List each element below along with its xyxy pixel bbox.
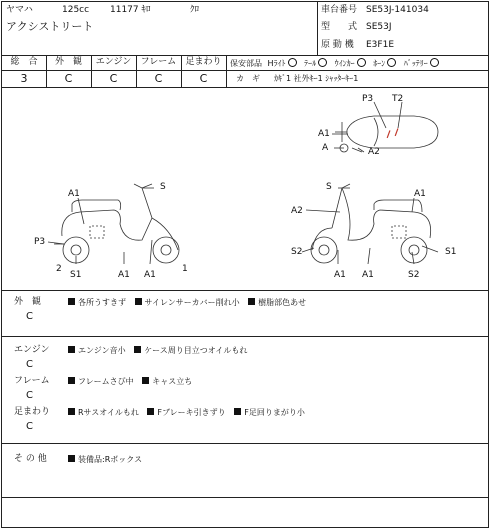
- square-bullet-icon: [68, 377, 75, 384]
- type-value: SE53J: [366, 22, 392, 32]
- detail-notes: 装備品:Rボックス: [68, 455, 142, 465]
- detail-grade: C: [26, 421, 33, 432]
- engine-value: E3F1E: [366, 40, 395, 50]
- circle-mark-icon: [387, 58, 396, 67]
- equipment-winker: ｳｲﾝｶｰ: [335, 59, 366, 68]
- color: ｸﾛ: [190, 5, 200, 15]
- square-bullet-icon: [135, 298, 142, 305]
- detail-category: フレーム: [14, 376, 50, 386]
- detail-notes: エンジン音小 ケース周り目立つオイルもれ: [68, 346, 247, 356]
- detail-grade: C: [26, 359, 33, 370]
- diagram-label: S1: [445, 247, 457, 257]
- square-bullet-icon: [68, 455, 75, 462]
- grade-suspension: C: [199, 72, 208, 85]
- maker: ヤマハ: [6, 5, 33, 15]
- model-name: アクシストリート: [6, 20, 94, 33]
- equipment-battery: ﾊﾞｯﾃﾘｰ: [404, 59, 439, 68]
- diagram-label: P3: [362, 94, 374, 104]
- equipment-title: 保安部品: [230, 59, 262, 68]
- grade-header-frame: フレーム: [140, 57, 177, 67]
- diagram-label: A2: [291, 206, 303, 216]
- diagram-label: S1: [70, 270, 82, 280]
- diagram-label: S2: [408, 270, 420, 280]
- diagram-label: A1: [118, 270, 130, 280]
- grade-header-engine: エンジン: [95, 57, 132, 67]
- inspection-sheet: [1, 1, 489, 528]
- equipment-headlight: Hﾗｲﾄ: [268, 59, 297, 68]
- diagram-label: 2: [56, 264, 62, 274]
- engine-label: 原 動 機: [321, 40, 354, 50]
- grade-header-suspension: 足まわり: [185, 57, 222, 67]
- detail-category: 外 観: [14, 297, 42, 307]
- detail-grade: C: [26, 311, 33, 322]
- key-value: ｶｷﾞ1 社外ｷｰ1 ｼｬｯﾀｰｷｰ1: [274, 74, 359, 83]
- diagram-label: P3: [34, 237, 46, 247]
- circle-mark-icon: [318, 58, 327, 67]
- top-view-scooter: [335, 116, 438, 152]
- detail-grade: C: [26, 390, 33, 401]
- diagram-label: A1: [68, 189, 80, 199]
- diagram-label: A1: [318, 129, 330, 139]
- frame-no-label: 車台番号: [321, 5, 358, 15]
- grade-overall: 3: [20, 72, 28, 85]
- square-bullet-icon: [234, 408, 241, 415]
- grade-engine: C: [109, 72, 118, 85]
- detail-category: エンジン: [14, 345, 50, 355]
- diagram-label: A: [322, 143, 329, 153]
- grade-exterior: C: [64, 72, 73, 85]
- grade-header-overall: 総 合: [10, 57, 38, 67]
- square-bullet-icon: [147, 408, 154, 415]
- type-label: 型 式: [321, 22, 358, 32]
- square-bullet-icon: [142, 377, 149, 384]
- diagram-label: A2: [368, 147, 380, 157]
- diagram-label: S2: [291, 247, 303, 257]
- square-bullet-icon: [134, 346, 141, 353]
- right-side-scooter: [311, 184, 431, 263]
- detail-notes: Rサスオイルもれ Fブレーキ引きずり F足回りまがり小: [68, 408, 305, 418]
- displacement: 125cc: [62, 5, 90, 15]
- grade-header-exterior: 外 観: [54, 57, 82, 67]
- detail-notes: 各所うすきず サイレンサーカバー削れ小 樹脂部色あせ: [68, 298, 306, 308]
- equipment-horn: ﾎｰﾝ: [373, 59, 396, 68]
- detail-notes: フレームさび中 キャス立ち: [68, 377, 192, 387]
- equipment-row: [230, 58, 439, 69]
- square-bullet-icon: [68, 408, 75, 415]
- diagram-label: A1: [334, 270, 346, 280]
- detail-category: 足まわり: [14, 407, 51, 417]
- scooter-diagram: [2, 88, 488, 288]
- frame-no: SE53J-141034: [366, 5, 429, 15]
- diagram-label: A1: [414, 189, 426, 199]
- damage-marks: [387, 128, 399, 138]
- diagram-label: S: [160, 182, 166, 192]
- detail-category: そ の 他: [14, 454, 47, 464]
- diagram-label: T2: [392, 94, 404, 104]
- diagram-label: S: [326, 182, 332, 192]
- mileage: 11177 ｷﾛ: [110, 5, 151, 15]
- key-label: カ ギ: [236, 74, 260, 83]
- diagram-label: A1: [362, 270, 374, 280]
- diagram-label: A1: [144, 270, 156, 280]
- circle-mark-icon: [288, 58, 297, 67]
- equipment-tail: ﾃｰﾙ: [304, 59, 327, 68]
- circle-mark-icon: [357, 58, 366, 67]
- grade-frame: C: [154, 72, 163, 85]
- square-bullet-icon: [68, 298, 75, 305]
- square-bullet-icon: [68, 346, 75, 353]
- square-bullet-icon: [248, 298, 255, 305]
- diagram-label: 1: [182, 264, 188, 274]
- circle-mark-icon: [430, 58, 439, 67]
